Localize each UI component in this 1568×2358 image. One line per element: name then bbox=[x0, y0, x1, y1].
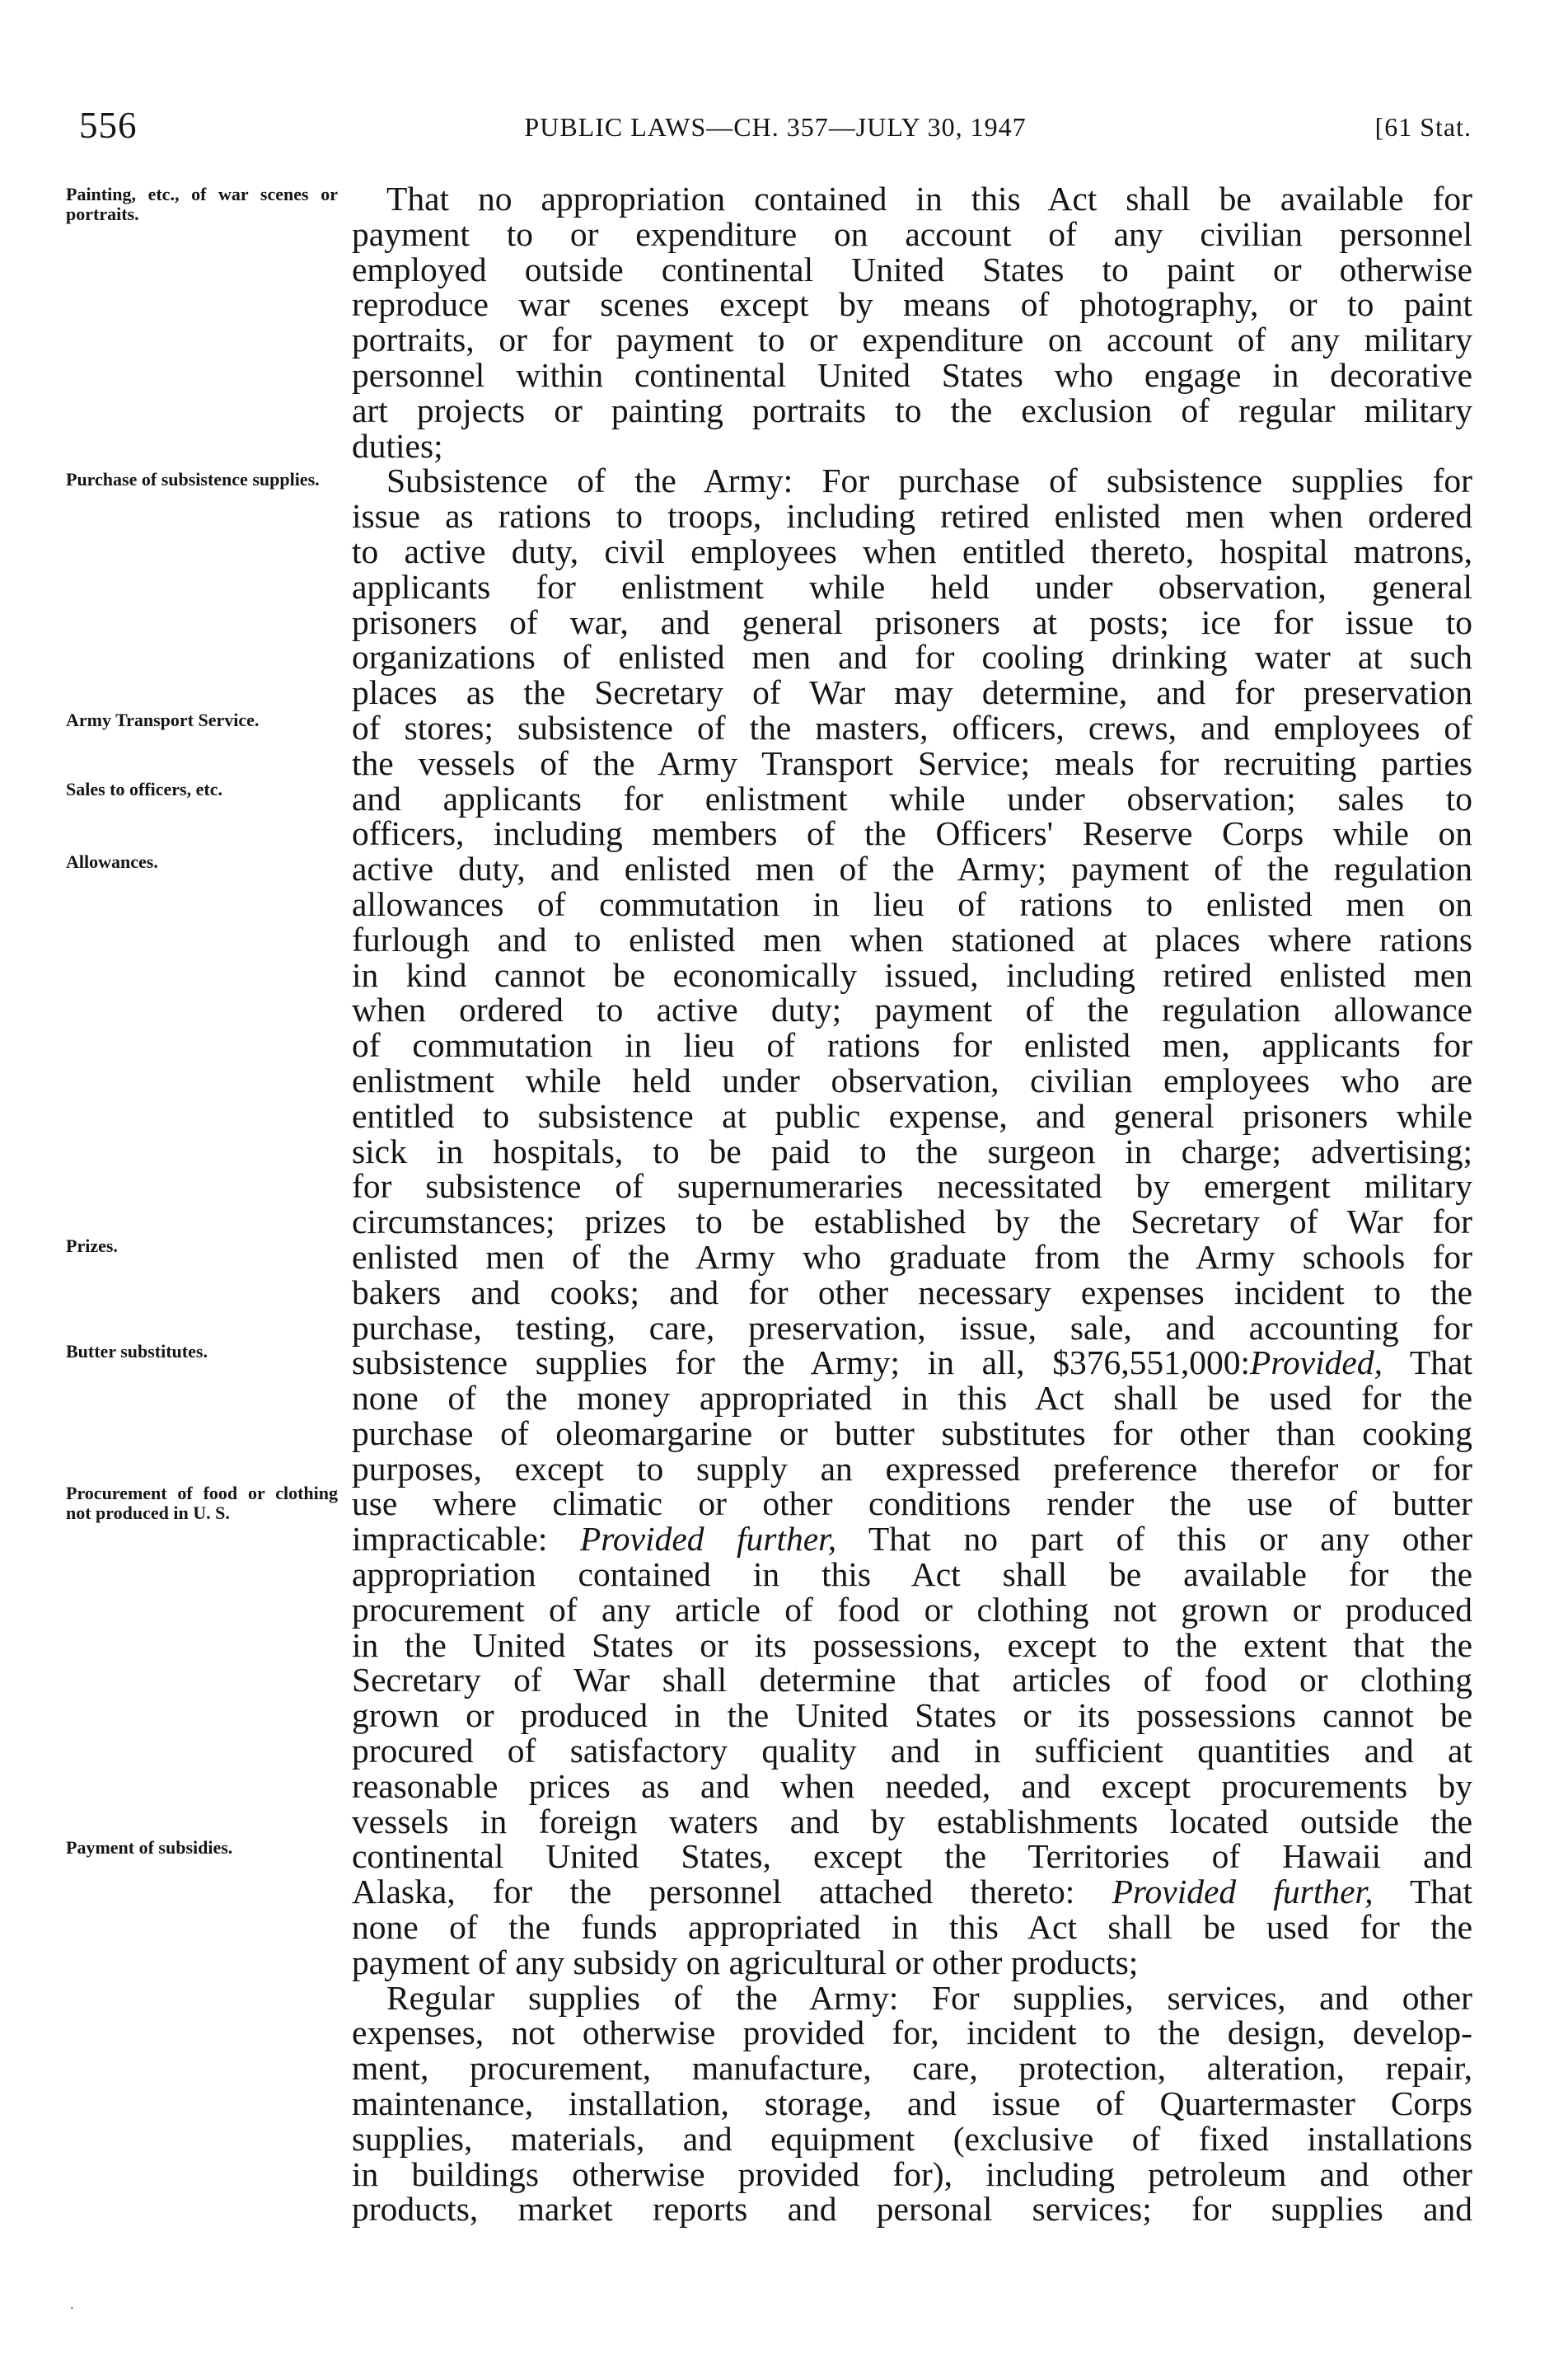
margin-note-painting: Painting, etc., of war scenes or portraits. bbox=[66, 184, 338, 224]
paragraph-war-scenes bbox=[352, 181, 1472, 463]
margin-note-procurement: Procurement of food or clothing not produced in U. S. bbox=[66, 1483, 338, 1523]
text-line: personnel within continental United States who engage in decorative bbox=[352, 355, 1472, 394]
margin-note-butter: Butter substitutes. bbox=[66, 1341, 208, 1362]
running-head: PUBLIC LAWS—CH. 357—JULY 30, 1947 bbox=[524, 112, 1027, 142]
text-line: Subsistence of the Army: For purchase of subsistence supplies for bbox=[386, 462, 1472, 500]
text-line: reasonable prices as and when needed, and except procurements by bbox=[352, 1766, 1472, 1805]
text-line: supplies, materials, and equipment (exclusive of fixed installations bbox=[352, 2119, 1472, 2158]
text-line: portraits, or for payment to or expenditure on account of any military bbox=[352, 321, 1472, 359]
margin-note-army-transport: Army Transport Service. bbox=[66, 710, 260, 730]
text-line: Regular supplies of the Army: For supplies, services, and other bbox=[386, 1978, 1472, 2017]
text-line: ment, procurement, manufacture, care, protection, alteration, repair, bbox=[352, 2049, 1472, 2088]
text-line: in the United States or its possessions, except to the extent that the bbox=[352, 1625, 1472, 1664]
text-line: none of the money appropriated in this Act shall be used for the bbox=[352, 1379, 1472, 1418]
text-segment: impracticable: bbox=[352, 1520, 548, 1559]
text-line: products, market reports and personal services; for supplies and bbox=[352, 2190, 1472, 2229]
text-line: payment to or expenditure on account of any civilian personnel bbox=[352, 214, 1472, 253]
text-line: none of the funds appropriated in this Act shall be used for the bbox=[352, 1908, 1472, 1947]
page-number: 556 bbox=[79, 105, 138, 146]
text-line: expenses, not otherwise provided for, incident to the design, develop- bbox=[352, 2013, 1472, 2052]
text-segment: That bbox=[1373, 1873, 1473, 1911]
text-line: appropriation contained in this Act shall be available for the bbox=[352, 1555, 1472, 1594]
text-line: procured of satisfactory quality and in sufficient quantities and at bbox=[352, 1732, 1472, 1770]
text-segment: Alaska, for the personnel attached thereto: bbox=[352, 1873, 1075, 1911]
text-line: reproduce war scenes except by means of photography, or to paint bbox=[352, 285, 1472, 324]
text-line: places as the Secretary of War may determine, and for preservation bbox=[352, 673, 1472, 712]
text-line: art projects or painting portraits to the exclusion of regular military bbox=[352, 391, 1472, 429]
text-line: bakers and cooks; and for other necessary expenses incident to the bbox=[352, 1273, 1472, 1311]
text-line: to active duty, civil employees when entitled thereto, hospital matrons, bbox=[352, 532, 1472, 570]
text-line: when ordered to active duty; payment of the regulation allowance bbox=[352, 991, 1472, 1029]
text-line-with-proviso bbox=[352, 1521, 1472, 1557]
paragraph-subsistence bbox=[352, 463, 1472, 1980]
body-text bbox=[352, 181, 1472, 2227]
text-line: payment of any subsidy on agricultural or other products; bbox=[352, 1943, 1139, 1981]
text-line: the vessels of the Army Transport Service; meals for recruiting parties bbox=[352, 743, 1472, 782]
text-line: organizations of enlisted men and for cooling drinking water at such bbox=[352, 638, 1472, 677]
text-line: of stores; subsistence of the masters, officers, crews, and employees of bbox=[352, 708, 1472, 747]
text-line: enlistment while held under observation, civilian employees who are bbox=[352, 1061, 1472, 1099]
text-line: employed outside continental United States to paint or otherwise bbox=[352, 250, 1472, 288]
text-line: grown or produced in the United States or its possessions cannot be bbox=[352, 1696, 1472, 1735]
text-line: duties; bbox=[352, 426, 443, 465]
text-segment: That no part of this or any other bbox=[836, 1520, 1473, 1559]
volume-reference: [61 Stat. bbox=[1374, 112, 1472, 142]
text-segment: subsistence supplies for the Army; in all, $376,551,000: bbox=[352, 1343, 1251, 1382]
text-line: purchase of oleomargarine or butter substitutes for other than cooking bbox=[352, 1413, 1472, 1452]
text-line: enlisted men of the Army who graduate from the Army schools for bbox=[352, 1237, 1472, 1276]
margin-note-subsidies: Payment of subsidies. bbox=[66, 1837, 233, 1858]
text-line: purposes, except to supply an expressed preference therefor or for bbox=[352, 1449, 1472, 1488]
text-line: That no appropriation contained in this Act shall be available for bbox=[386, 180, 1472, 218]
proviso-italic: Provided, bbox=[1250, 1343, 1383, 1382]
margin-note-sales: Sales to officers, etc. bbox=[66, 779, 222, 799]
margin-note-prizes: Prizes. bbox=[66, 1235, 118, 1256]
text-line: allowances of commutation in lieu of rations to enlisted men on bbox=[352, 884, 1472, 923]
text-line: issue as rations to troops, including retired enlisted men when ordered bbox=[352, 497, 1472, 536]
text-line: officers, including members of the Officers' Reserve Corps while on bbox=[352, 814, 1472, 853]
text-line: purchase, testing, care, preservation, issue, sale, and accounting for bbox=[352, 1308, 1472, 1347]
margin-note-subsistence: Purchase of subsistence supplies. bbox=[66, 469, 320, 490]
text-line: prisoners of war, and general prisoners at posts; ice for issue to bbox=[352, 602, 1472, 641]
scan-speck: · bbox=[69, 2299, 75, 2318]
proviso-italic: Provided further, bbox=[1112, 1873, 1374, 1911]
text-line: use where climatic or other conditions render the use of butter bbox=[352, 1484, 1472, 1523]
page-header bbox=[79, 104, 1472, 153]
text-line: furlough and to enlisted men when stationed at places where rations bbox=[352, 920, 1472, 959]
text-line: maintenance, installation, storage, and issue of Quartermaster Corps bbox=[352, 2084, 1472, 2123]
text-segment: That bbox=[1382, 1343, 1472, 1382]
text-line: circumstances; prizes to be established by the Secretary of War for bbox=[352, 1202, 1472, 1241]
text-line-with-proviso bbox=[352, 1874, 1472, 1910]
text-line: entitled to subsistence at public expense, and general prisoners while bbox=[352, 1096, 1472, 1135]
text-line-with-proviso bbox=[352, 1345, 1472, 1381]
proviso-italic: Provided further, bbox=[579, 1520, 837, 1559]
text-line: continental United States, except the Territories of Hawaii and bbox=[352, 1837, 1472, 1876]
paragraph-regular-supplies bbox=[352, 1978, 1472, 2229]
text-line: and applicants for enlistment while under observation; sales to bbox=[352, 779, 1472, 818]
text-line: active duty, and enlisted men of the Army; payment of the regulation bbox=[352, 850, 1472, 888]
text-line: for subsistence of supernumeraries necessitated by emergent military bbox=[352, 1167, 1472, 1206]
text-line: of commutation in lieu of rations for enlisted men, applicants for bbox=[352, 1026, 1472, 1065]
text-line: vessels in foreign waters and by establishments located outside the bbox=[352, 1802, 1472, 1840]
text-line: Secretary of War shall determine that articles of food or clothing bbox=[352, 1661, 1472, 1699]
text-line: sick in hospitals, to be paid to the surgeon in charge; advertising; bbox=[352, 1132, 1472, 1170]
margin-note-allowances: Allowances. bbox=[66, 851, 158, 872]
text-line: in buildings otherwise provided for), including petroleum and other bbox=[352, 2154, 1472, 2193]
text-line: procurement of any article of food or clothing not grown or produced bbox=[352, 1590, 1472, 1629]
text-line: in kind cannot be economically issued, including retired enlisted men bbox=[352, 955, 1472, 994]
text-line: applicants for enlistment while held under observation, general bbox=[352, 567, 1472, 606]
